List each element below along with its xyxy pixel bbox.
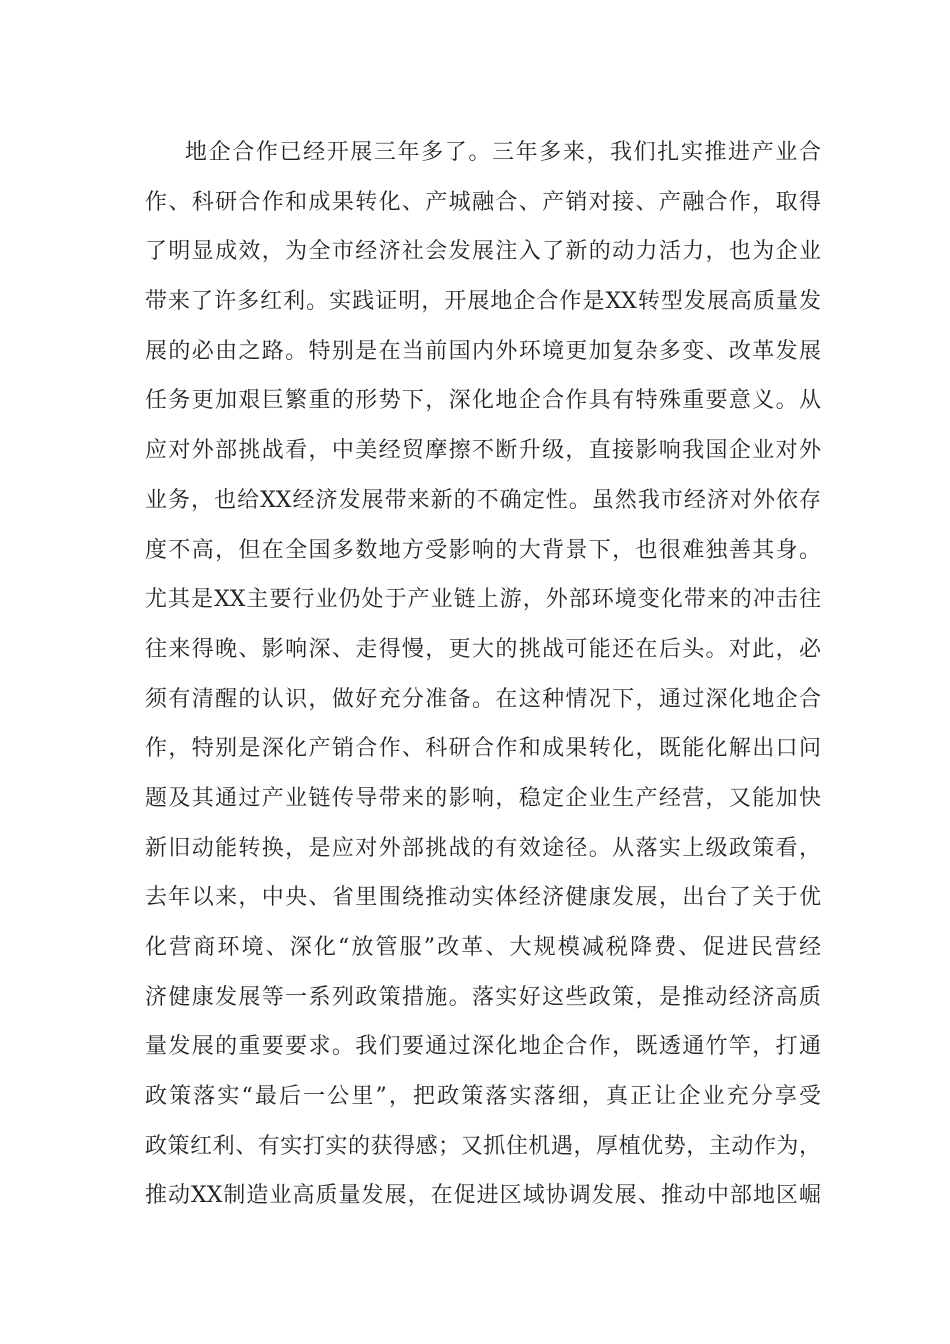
text-line: 须有清醒的认识，做好充分准备。在这种情况下，通过深化地企合 — [145, 686, 821, 712]
text-line: 了明显成效，为全市经济社会发展注入了新的动力活力，也为企业 — [145, 239, 821, 265]
text-line: 展的必由之路。特别是在当前国内外环境更加复杂多变、改革发展 — [145, 338, 821, 364]
text-line: 量发展的重要要求。我们要通过深化地企合作，既透通竹竿，打通 — [145, 1034, 821, 1060]
text-line: 地企合作已经开展三年多了。三年多来，我们扎实推进产业合 — [185, 140, 821, 165]
text-line: 尤其是XX主要行业仍处于产业链上游，外部环境变化带来的冲击往 — [145, 587, 821, 613]
text-line: 业务，也给XX经济发展带来新的不确定性。虽然我市经济对外依存 — [145, 487, 821, 513]
text-line: 任务更加艰巨繁重的形势下，深化地企合作具有特殊重要意义。从 — [145, 388, 821, 414]
text-line: 应对外部挑战看，中美经贸摩擦不断升级，直接影响我国企业对外 — [145, 438, 821, 464]
text-line: 作，特别是深化产销合作、科研合作和成果转化，既能化解出口问 — [145, 736, 821, 762]
text-line: 新旧动能转换，是应对外部挑战的有效途径。从落实上级政策看， — [145, 835, 821, 861]
text-line: 往来得晚、影响深、走得慢，更大的挑战可能还在后头。对此，必 — [145, 636, 821, 662]
body-paragraph — [145, 128, 821, 1221]
text-line: 带来了许多红利。实践证明，开展地企合作是XX转型发展高质量发 — [145, 289, 821, 315]
text-line: 作、科研合作和成果转化、产城融合、产销对接、产融合作，取得 — [145, 189, 821, 215]
text-line: 化营商环境、深化“放管服”改革、大规模减税降费、促进民营经 — [145, 935, 821, 960]
document-page — [145, 128, 821, 1221]
text-line: 济健康发展等一系列政策措施。落实好这些政策，是推动经济高质 — [145, 984, 821, 1010]
text-line: 政策落实“最后一公里”，把政策落实落细，真正让企业充分享受 — [145, 1084, 821, 1110]
text-line: 去年以来，中央、省里围绕推动实体经济健康发展，出台了关于优 — [145, 885, 821, 911]
text-line: 推动XX制造业高质量发展，在促进区域协调发展、推动中部地区崛 — [145, 1183, 821, 1209]
text-line: 题及其通过产业链传导带来的影响，稳定企业生产经营，又能加快 — [145, 785, 821, 811]
text-line: 度不高，但在全国多数地方受影响的大背景下，也很难独善其身。 — [145, 537, 821, 563]
text-line: 政策红利、有实打实的获得感；又抓住机遇，厚植优势，主动作为， — [145, 1133, 821, 1159]
